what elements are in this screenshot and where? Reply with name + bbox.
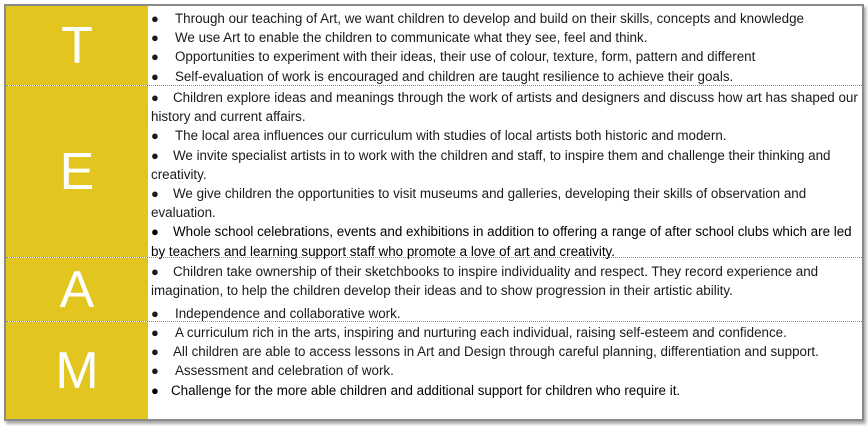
bullet-icon: ● xyxy=(151,68,159,84)
section-letter-e: E xyxy=(6,86,148,257)
bullet-icon: ● xyxy=(151,264,159,279)
bullet-icon: ● xyxy=(151,147,159,163)
list-item: ● Independence and collaborative work. xyxy=(151,304,860,323)
list-item: ● We invite specialist artists in to work with the children and staff, to inspire them and challenge their thinking and creativity. xyxy=(151,147,831,182)
section-t xyxy=(6,6,862,86)
list-item: ● A curriculum rich in the arts, inspiring and nurturing each individual, raising self-esteem and confidence. xyxy=(151,323,860,342)
bullet-icon: ● xyxy=(151,306,159,322)
list-item: ● The local area influences our curriculum with studies of local artists both historic and modern. xyxy=(151,126,860,145)
list-item: ● Opportunities to experiment with their ideas, their use of colour, texture, form, pattern and different xyxy=(151,47,860,66)
section-e-content xyxy=(151,88,860,257)
list-item: ● Children explore ideas and meanings through the work of artists and designers and discuss how art has shaped our history and current affairs. xyxy=(151,90,858,125)
bullet-icon: ● xyxy=(151,325,159,340)
section-letter-m: M xyxy=(6,322,148,419)
list-item: ● We use Art to enable the children to communicate what they see, feel and think. xyxy=(151,28,860,47)
bullet-icon: ● xyxy=(151,90,159,105)
list-item: ● Self-evaluation of work is encouraged and children are taught resilience to achieve their goals. xyxy=(151,67,860,86)
bullet-icon: ● xyxy=(151,128,159,144)
list-item: ● Whole school celebrations, events and exhibitions in addition to offering a range of after school clubs which are led by teachers and learning support staff who promote a love of art and creativity. xyxy=(151,224,852,259)
section-e xyxy=(6,86,862,258)
list-item: ● We give children the opportunities to visit museums and galleries, developing their skills of observation and evaluation. xyxy=(151,186,807,221)
list-item: ● Through our teaching of Art, we want children to develop and build on their skills, concepts and knowledge xyxy=(151,9,860,28)
team-table xyxy=(4,4,864,421)
list-item: ● Assessment and celebration of work. xyxy=(151,361,860,380)
section-a-content xyxy=(151,262,860,321)
list-item: ● Challenge for the more able children and additional support for children who require it. xyxy=(151,381,860,400)
bullet-icon: ● xyxy=(151,30,159,46)
bullet-icon: ● xyxy=(151,344,159,360)
bullet-icon: ● xyxy=(151,186,159,202)
list-item: ● All children are able to access lessons in Art and Design through careful planning, differentiation and support. xyxy=(151,342,860,361)
section-letter-a: A xyxy=(6,258,148,321)
bullet-icon: ● xyxy=(151,49,159,65)
section-t-content xyxy=(151,9,860,85)
bullet-icon: ● xyxy=(151,224,159,240)
section-m-content xyxy=(151,323,860,419)
bullet-icon: ● xyxy=(151,363,159,379)
section-m xyxy=(6,322,862,419)
section-a xyxy=(6,258,862,322)
bullet-icon: ● xyxy=(151,11,159,26)
list-item: ● Children take ownership of their sketchbooks to inspire individuality and respect. They record experience and imagination, to help the children develop their ideas and to show progression in their artistic ability. xyxy=(151,264,819,299)
section-letter-t: T xyxy=(6,6,148,85)
bullet-icon: ● xyxy=(151,382,159,398)
